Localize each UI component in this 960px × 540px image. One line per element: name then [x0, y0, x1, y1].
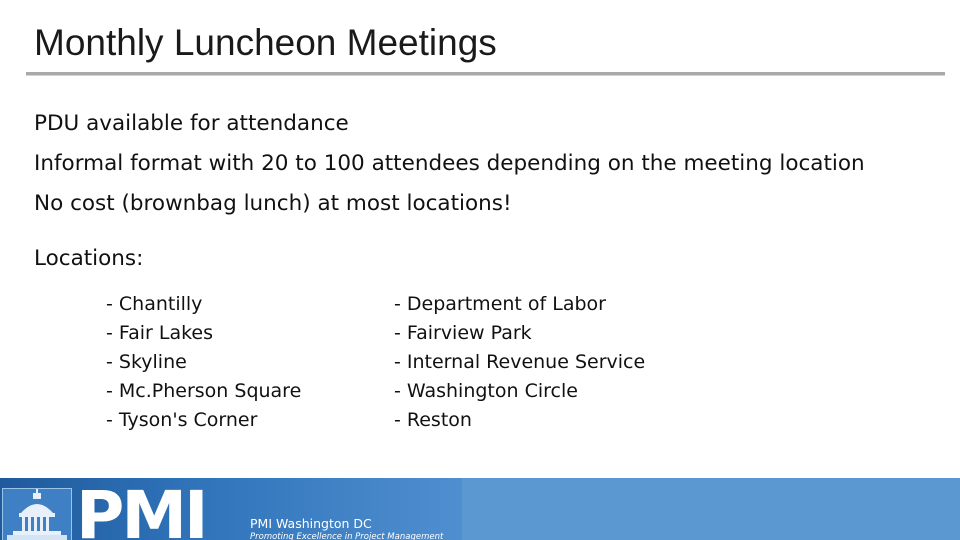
- location-item: - Tyson's Corner: [106, 409, 258, 431]
- bullet-list: [34, 104, 865, 224]
- pmi-logo: [76, 484, 246, 540]
- locations-list-right: [394, 290, 645, 435]
- location-item: - Reston: [394, 409, 472, 431]
- location-item: - Chantilly: [106, 293, 203, 315]
- bullet-item: PDU available for attendance: [34, 111, 349, 136]
- location-item: - Fairview Park: [394, 322, 532, 344]
- title-divider: [26, 72, 945, 76]
- location-item: - Internal Revenue Service: [394, 351, 646, 373]
- location-item: - Fair Lakes: [106, 322, 213, 344]
- org-name: PMI Washington DC: [250, 516, 372, 531]
- location-item: - Washington Circle: [394, 380, 578, 402]
- locations-list-left: [106, 290, 301, 435]
- locations-heading: Locations:: [34, 246, 144, 271]
- bullet-item: Informal format with 20 to 100 attendees depending on the meeting location: [34, 151, 865, 176]
- capitol-dome-icon: [2, 488, 72, 540]
- pmi-banner: [0, 478, 462, 540]
- location-item: - Department of Labor: [394, 293, 606, 315]
- pmi-logo-text: PMI: [76, 484, 206, 540]
- location-item: - Mc.Pherson Square: [106, 380, 302, 402]
- bullet-item: No cost (brownbag lunch) at most locations!: [34, 191, 512, 216]
- slide-title: Monthly Luncheon Meetings: [34, 22, 497, 63]
- location-item: - Skyline: [106, 351, 187, 373]
- org-tagline: Promoting Excellence in Project Management: [250, 532, 444, 540]
